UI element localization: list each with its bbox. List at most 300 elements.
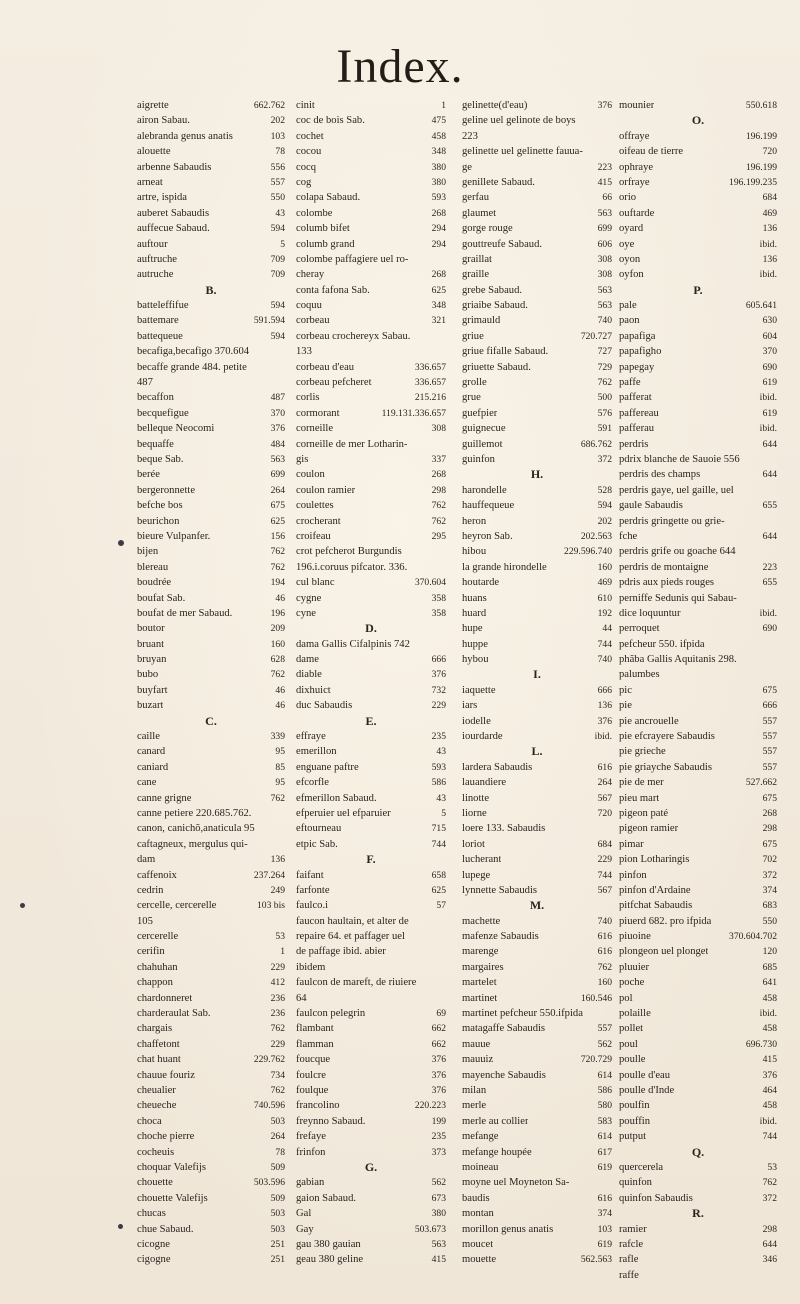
index-entry <box>296 1237 446 1252</box>
index-entry <box>619 744 777 759</box>
entry-term: duc Sabaudis <box>296 700 353 712</box>
index-entry <box>137 698 285 713</box>
index-entry <box>619 452 777 467</box>
entry-term: pie grieche <box>619 746 666 758</box>
entry-page-ref: 321 <box>431 315 446 327</box>
entry-term: poulle d'Inde <box>619 1085 675 1096</box>
index-entry <box>296 683 446 698</box>
entry-term: crot pefcherot Burgundis <box>296 546 402 558</box>
index-entry <box>462 144 612 159</box>
entry-page-ref: 666 <box>431 654 446 666</box>
entry-page-ref: 720.727 <box>580 330 612 342</box>
index-entry <box>619 560 777 575</box>
entry-term: buyfart <box>137 684 168 696</box>
entry-page-ref: 160 <box>270 638 285 650</box>
entry-term: perdris gringette ou grie- <box>619 515 725 527</box>
entry-term: emerillon <box>296 746 337 758</box>
entry-term: mounier <box>619 100 655 111</box>
index-entry <box>462 529 612 544</box>
index-entry <box>619 467 777 482</box>
entry-term: pdris aux pieds rouges <box>619 577 715 589</box>
entry-page-ref: 580 <box>597 1100 612 1112</box>
entry-term: berée <box>137 469 160 481</box>
entry-term: ramier <box>619 1223 647 1235</box>
entry-page-ref: 625 <box>431 284 446 296</box>
entry-term: bieure Vulpanfer. <box>137 530 211 542</box>
entry-term: battemare <box>137 315 179 327</box>
index-entry <box>462 806 612 821</box>
index-entry <box>137 667 285 682</box>
entry-page-ref: 614 <box>597 1069 612 1081</box>
index-entry <box>137 975 285 990</box>
entry-term: iars <box>462 700 478 712</box>
entry-term: pie de mer <box>619 777 664 789</box>
entry-page-ref: 744 <box>597 638 612 650</box>
index-entry <box>296 467 446 482</box>
entry-page-ref: 229 <box>597 854 612 866</box>
entry-page-ref: 594 <box>597 500 612 512</box>
index-entry <box>137 621 285 636</box>
entry-term: corneille <box>296 423 334 435</box>
index-entry <box>462 1114 612 1129</box>
entry-page-ref: 192 <box>597 607 612 619</box>
index-entry <box>619 1021 777 1036</box>
entry-term: cercelle, cercerelle <box>137 900 217 912</box>
entry-term: faifant <box>296 869 324 881</box>
entry-page-ref: 720.729 <box>580 1054 612 1066</box>
entry-page-ref: 550 <box>762 915 777 927</box>
entry-page-ref: 487 <box>270 392 285 404</box>
index-entry <box>619 514 777 529</box>
entry-term: guillemot <box>462 438 503 450</box>
entry-page-ref: 251 <box>270 1238 285 1250</box>
entry-page-ref: 376 <box>597 715 612 727</box>
entry-page-ref: 740 <box>597 654 612 666</box>
entry-term: heyron Sab. <box>462 530 513 542</box>
entry-page-ref: 1 <box>441 100 446 111</box>
index-entry <box>296 575 446 590</box>
entry-term: canard <box>137 746 166 758</box>
entry-page-ref: 503 <box>270 1115 285 1127</box>
index-entry <box>619 1114 777 1129</box>
entry-page-ref: 740.596 <box>253 1100 285 1112</box>
entry-term: poulfin <box>619 1100 650 1112</box>
entry-term: moucet <box>462 1238 494 1250</box>
entry-term: caniard <box>137 761 169 773</box>
entry-term: repaire 64. et paffager uel <box>296 931 405 943</box>
entry-page-ref: 556 <box>270 161 285 173</box>
entry-term: poulle d'eau <box>619 1069 671 1081</box>
index-entry <box>296 606 446 621</box>
index-entry <box>462 452 612 467</box>
entry-term: efcorfle <box>296 777 329 789</box>
entry-page-ref: 605.641 <box>745 300 777 312</box>
index-entry <box>296 883 446 898</box>
entry-term: loriot <box>462 838 485 850</box>
entry-page-ref: 503.596 <box>253 1177 285 1189</box>
entry-page-ref: 740 <box>597 315 612 327</box>
entry-term: becaffon <box>137 392 174 404</box>
entry-term: arbenne Sabaudis <box>137 161 212 173</box>
entry-term: pinfon <box>619 869 647 881</box>
index-entry <box>462 1222 612 1237</box>
index-letter-heading <box>137 714 285 729</box>
index-entry <box>462 375 612 390</box>
entry-term: geau 380 geline <box>296 1254 364 1266</box>
index-entry <box>296 775 446 790</box>
entry-term: pafferat <box>619 392 652 404</box>
index-entry <box>619 298 777 313</box>
entry-term: 64 <box>296 992 307 1004</box>
entry-page-ref: 509 <box>270 1192 285 1204</box>
index-entry <box>619 621 777 636</box>
index-entry <box>462 760 612 775</box>
entry-term: hauffequeue <box>462 500 515 512</box>
entry-term: foucque <box>296 1054 331 1066</box>
entry-term: machette <box>462 915 501 927</box>
index-entry <box>137 1145 285 1160</box>
entry-term: mauuiz <box>462 1054 494 1066</box>
entry-term: montan <box>462 1208 494 1220</box>
index-entry <box>137 1114 285 1129</box>
index-entry <box>462 514 612 529</box>
index-entry <box>619 1175 777 1190</box>
index-entry <box>137 775 285 790</box>
entry-term: boufat de mer Sabaud. <box>137 607 233 619</box>
entry-term: canne grigne <box>137 792 192 804</box>
heading-letter: O. <box>691 113 705 128</box>
entry-term: phãba Gallis Aquitanis 298. <box>619 654 737 666</box>
entry-term: milan <box>462 1085 487 1096</box>
entry-term: pollet <box>619 1023 644 1035</box>
heading-letter: G. <box>364 1159 378 1174</box>
index-entry <box>296 744 446 759</box>
entry-page-ref: 160.546 <box>580 992 612 1004</box>
entry-term: perdris de montaigne <box>619 561 709 573</box>
entry-term: chouette <box>137 1177 173 1189</box>
entry-term: griaibe Sabaud. <box>462 300 528 312</box>
entry-term: etpic Sab. <box>296 838 338 850</box>
index-entry <box>619 529 777 544</box>
entry-page-ref: 249 <box>270 884 285 896</box>
entry-page-ref: 662 <box>431 1038 446 1050</box>
entry-term: gis <box>296 453 309 465</box>
entry-term: paffereau <box>619 407 659 419</box>
index-entry <box>619 206 777 221</box>
entry-page-ref: 594 <box>270 330 285 342</box>
index-entry <box>462 1052 612 1067</box>
index-entry <box>619 883 777 898</box>
index-entry <box>137 406 285 421</box>
entry-term: merle au collier <box>462 1115 529 1127</box>
index-entry <box>619 237 777 252</box>
entry-page-ref: 53 <box>767 1161 777 1173</box>
entry-page-ref: 527.662 <box>745 777 777 789</box>
index-entry <box>462 991 612 1006</box>
index-entry <box>619 1098 777 1113</box>
entry-term: gaule Sabaudis <box>619 500 683 512</box>
entry-page-ref: 484 <box>270 438 285 450</box>
entry-term: de paffage ibid. abier <box>296 946 386 958</box>
entry-page-ref: 557 <box>270 176 285 188</box>
entry-page-ref: 5 <box>441 807 446 819</box>
entry-page-ref: 298 <box>762 1223 777 1235</box>
index-entry <box>296 1222 446 1237</box>
entry-term: palumbes <box>619 669 660 681</box>
index-entry <box>619 129 777 144</box>
index-entry <box>462 437 612 452</box>
entry-term: pafferau <box>619 423 655 435</box>
index-entry <box>462 160 612 175</box>
index-entry <box>296 1068 446 1083</box>
entry-term: mayenche Sabaudis <box>462 1069 546 1081</box>
entry-term: 196.i.coruus pifcator. 336. <box>296 561 408 573</box>
index-entry <box>296 868 446 883</box>
index-column-3 <box>462 98 612 1268</box>
heading-letter: E. <box>365 713 377 728</box>
entry-term: pitfchat Sabaudis <box>619 900 693 912</box>
entry-term: dam <box>137 854 156 866</box>
index-entry <box>137 806 285 821</box>
index-entry <box>296 1114 446 1129</box>
page-title: Index. <box>336 40 464 93</box>
entry-page-ref: 666 <box>597 684 612 696</box>
entry-term: efmerillon Sabaud. <box>296 792 377 804</box>
index-entry <box>462 775 612 790</box>
index-entry <box>137 944 285 959</box>
entry-term: flamman <box>296 1038 334 1050</box>
entry-page-ref: 376 <box>431 1085 446 1096</box>
entry-term: perdris des champs <box>619 469 701 481</box>
entry-page-ref: 268 <box>431 469 446 481</box>
heading-letter: F. <box>366 852 376 867</box>
entry-page-ref: 606 <box>597 238 612 250</box>
index-entry <box>462 868 612 883</box>
index-entry <box>296 821 446 836</box>
entry-term: cyne <box>296 607 316 619</box>
index-entry <box>137 267 285 282</box>
index-entry <box>619 606 777 621</box>
entry-page-ref: 557 <box>762 746 777 758</box>
index-entry <box>619 991 777 1006</box>
entry-page-ref: 500 <box>597 392 612 404</box>
entry-term: Gay <box>296 1223 314 1235</box>
index-entry <box>462 360 612 375</box>
index-entry <box>462 837 612 852</box>
entry-term: mefange houpée <box>462 1146 532 1158</box>
entry-page-ref: 616 <box>597 946 612 958</box>
index-entry <box>137 929 285 944</box>
entry-term: paffe <box>619 377 641 389</box>
entry-term: alebranda genus anatis <box>137 130 233 142</box>
index-entry <box>619 1268 777 1283</box>
entry-term: graille <box>462 269 490 281</box>
index-letter-heading <box>296 1160 446 1175</box>
entry-term: moineau <box>462 1161 499 1173</box>
entry-page-ref: 740 <box>597 915 612 927</box>
entry-term: papafiga <box>619 330 656 342</box>
entry-term: cygne <box>296 592 322 604</box>
entry-page-ref: 762 <box>597 377 612 389</box>
entry-page-ref: 625 <box>431 884 446 896</box>
entry-page-ref: 625 <box>270 515 285 527</box>
entry-term: corbeau d'eau <box>296 361 355 373</box>
entry-page-ref: 709 <box>270 269 285 281</box>
entry-page-ref: ibid. <box>759 269 777 281</box>
index-entry <box>296 991 446 1006</box>
entry-term: cercerelle <box>137 931 179 943</box>
index-entry <box>137 160 285 175</box>
entry-term: cheray <box>296 269 325 281</box>
index-entry <box>296 360 446 375</box>
entry-page-ref: 562 <box>597 1038 612 1050</box>
entry-page-ref: 264 <box>597 777 612 789</box>
entry-term: merle <box>462 1100 487 1112</box>
entry-page-ref: 762 <box>270 669 285 681</box>
index-entry <box>462 591 612 606</box>
entry-term: corneille de mer Lotharin- <box>296 438 408 450</box>
index-entry <box>462 791 612 806</box>
entry-term: faucon haultain, et alter de <box>296 915 409 927</box>
entry-term: papegay <box>619 361 655 373</box>
index-entry <box>462 914 612 929</box>
entry-term: oyfon <box>619 269 644 281</box>
index-entry <box>296 390 446 405</box>
index-entry <box>462 483 612 498</box>
entry-page-ref: 762 <box>597 961 612 973</box>
entry-page-ref: 617 <box>597 1146 612 1158</box>
index-entry <box>296 1175 446 1190</box>
entry-page-ref: 370.604 <box>414 577 446 589</box>
entry-term: artre, ispida <box>137 192 188 204</box>
index-entry <box>137 375 285 390</box>
heading-letter: L. <box>531 744 543 759</box>
index-entry <box>137 206 285 221</box>
entry-page-ref: 628 <box>270 654 285 666</box>
entry-page-ref: 372 <box>597 453 612 465</box>
index-entry <box>137 575 285 590</box>
entry-term: batteleffifue <box>137 300 189 312</box>
entry-page-ref: 268 <box>431 207 446 219</box>
entry-page-ref: 744 <box>597 869 612 881</box>
entry-page-ref: 563 <box>431 1238 446 1250</box>
entry-page-ref: 762 <box>762 1177 777 1189</box>
entry-page-ref: 415 <box>762 1054 777 1066</box>
index-entry <box>137 113 285 128</box>
index-entry <box>296 667 446 682</box>
entry-page-ref: 66 <box>602 192 612 204</box>
entry-page-ref: 762 <box>270 1085 285 1096</box>
index-entry <box>296 898 446 913</box>
entry-page-ref: 699 <box>597 223 612 235</box>
entry-term: eftourneau <box>296 823 342 835</box>
index-entry <box>462 1175 612 1190</box>
index-entry <box>296 637 446 652</box>
entry-term: houtarde <box>462 577 500 589</box>
entry-page-ref: 160 <box>597 561 612 573</box>
entry-page-ref: 744 <box>431 838 446 850</box>
index-entry <box>296 298 446 313</box>
entry-page-ref: 583 <box>597 1115 612 1127</box>
entry-term: pic <box>619 684 632 696</box>
entry-term: oyon <box>619 253 641 265</box>
entry-term: foulcre <box>296 1069 326 1081</box>
entry-term: graillat <box>462 253 493 265</box>
entry-term: guinfon <box>462 453 495 465</box>
heading-letter: R. <box>692 1206 704 1221</box>
entry-term: poulle <box>619 1054 646 1066</box>
entry-term: lardera Sabaudis <box>462 761 533 773</box>
entry-term: linotte <box>462 792 490 804</box>
index-entry <box>296 514 446 529</box>
entry-page-ref: 720 <box>597 807 612 819</box>
index-entry <box>137 1252 285 1267</box>
index-entry <box>137 144 285 159</box>
index-entry <box>137 1021 285 1036</box>
entry-term: cane <box>137 777 157 789</box>
entry-page-ref: 675 <box>762 684 777 696</box>
index-entry <box>296 175 446 190</box>
entry-page-ref: 464 <box>762 1085 777 1096</box>
entry-page-ref: 380 <box>431 161 446 173</box>
entry-page-ref: 616 <box>597 931 612 943</box>
index-letter-heading <box>296 852 446 867</box>
index-entry <box>619 683 777 698</box>
entry-term: enguane paftre <box>296 761 359 773</box>
entry-page-ref: 593 <box>431 761 446 773</box>
index-entry <box>137 1098 285 1113</box>
entry-page-ref: 43 <box>436 792 446 804</box>
entry-page-ref: 336.657 <box>414 377 446 389</box>
index-entry <box>462 252 612 267</box>
index-entry <box>619 1037 777 1052</box>
entry-page-ref: 655 <box>762 500 777 512</box>
index-entry <box>137 1068 285 1083</box>
index-entry <box>296 406 446 421</box>
entry-term: pale <box>619 300 637 312</box>
entry-term: faulcon de mareft, de riuiere <box>296 977 417 989</box>
entry-term: grolle <box>462 377 487 389</box>
index-entry <box>619 852 777 867</box>
index-entry <box>462 929 612 944</box>
entry-page-ref: 662.762 <box>253 100 285 111</box>
index-entry <box>619 714 777 729</box>
entry-page-ref: 136 <box>597 700 612 712</box>
index-entry <box>619 975 777 990</box>
entry-term: chardonneret <box>137 992 193 1004</box>
entry-term: cog <box>296 176 312 188</box>
entry-term: liorne <box>462 807 487 819</box>
entry-page-ref: 209 <box>270 623 285 635</box>
entry-page-ref: 762 <box>270 546 285 558</box>
entry-page-ref: 294 <box>431 223 446 235</box>
entry-page-ref: 567 <box>597 792 612 804</box>
index-entry <box>296 283 446 298</box>
index-entry <box>137 883 285 898</box>
entry-page-ref: 372 <box>762 869 777 881</box>
entry-page-ref: 630 <box>762 315 777 327</box>
entry-page-ref: 655 <box>762 577 777 589</box>
entry-page-ref: 732 <box>431 684 446 696</box>
entry-page-ref: 690 <box>762 623 777 635</box>
entry-term: margaires <box>462 961 504 973</box>
index-entry <box>137 1129 285 1144</box>
entry-term: perdris <box>619 438 649 450</box>
entry-term: pigeon paté <box>619 807 669 819</box>
index-entry <box>462 714 612 729</box>
entry-term: rafcle <box>619 1238 644 1250</box>
entry-term: auberet Sabaudis <box>137 207 210 219</box>
